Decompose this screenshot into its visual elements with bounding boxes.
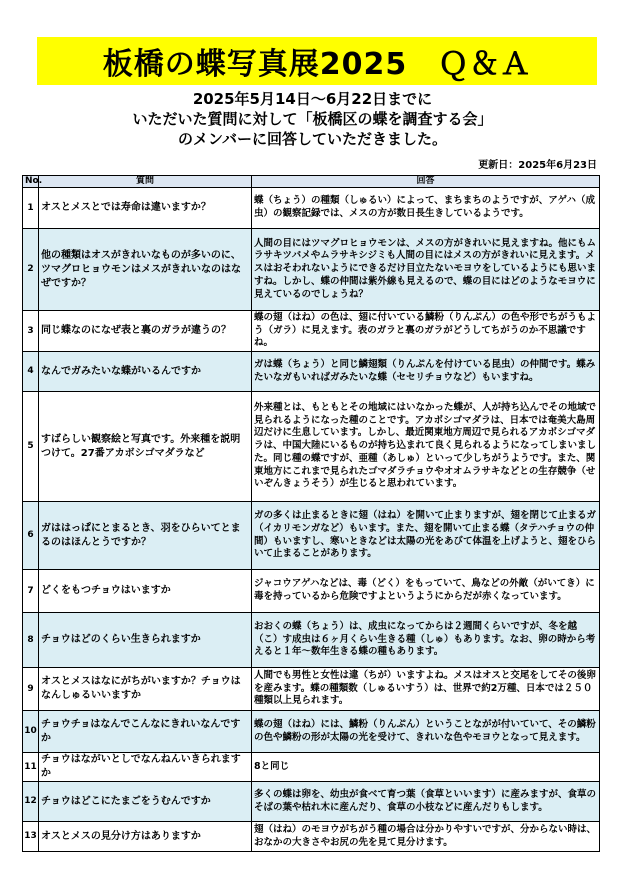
page-title: 板橋の蝶写真展2025 Ｑ＆Ａ <box>102 47 532 82</box>
row-question: オスとメスとでは寿命は違いますか？ <box>39 188 252 229</box>
subtitle-line: いただいた質問に対して「板橋区の蝶を調査する会」 <box>132 110 493 128</box>
row-answer: 多くの蝶は卵を、幼虫が食べて育つ葉（食草といいます）に産みますが、食草のそばの葉や枯れ木に産んだり、食草の小枝などに産んだりもします。 <box>252 782 600 822</box>
row-answer: 翅（はね）のモヨウがちがう種の場合は分かりやすいですが、分からない時は、おなかの大きさやお尻の先を見て見分けます。 <box>252 822 600 852</box>
table-row <box>23 311 600 352</box>
table-row <box>23 229 600 311</box>
row-question: チョウはどこにたまごをうむんですか <box>39 782 252 822</box>
row-answer: 外来種とは、もともとその地域にはいなかった蝶が、人が持ち込んでその地域で見られるようになった種のことです。アカボシゴマダラは、日本では奄美大島周辺だけに生息しています。しかし、最近関東地方周辺で見られるアカボシゴマダラは、中国大陸にいるものが持ち込まれて良く見られるようになってしまいました。同じ種の蝶ですが、亜種（あしゅ）といって少しちがうようです。また、関東地方にこれまで見られたゴマダラチョウやオオムラサキなどとの生存競争（せいぞんきょうそう）が生じると思われています。 <box>252 392 600 502</box>
row-no: 8 <box>23 613 39 668</box>
row-no: 13 <box>23 822 39 852</box>
row-answer: おおくの蝶（ちょう）は、成虫になってからは２週間くらいですが、冬を越（こ）す成虫は６ヶ月くらい生きる種（しゅ）もあります。なお、卵の時から考えると１年～数年生きる蝶の種もあります。 <box>252 613 600 668</box>
row-answer: 蝶（ちょう）の種類（しゅるい）によって、まちまちのようですが、アゲハ（成虫）の観察記録では、メスの方が数日長生きしているようです。 <box>252 188 600 229</box>
row-question: なんでガみたいな蝶がいるんですか <box>39 352 252 392</box>
row-question: チョウはどのくらい生きられますか <box>39 613 252 668</box>
table-row <box>23 711 600 753</box>
row-answer: ガの多くは止まるときに翅（はね）を開いて止まりますが、翅を閉じて止まるガ（イカリモンガなど）もいます。また、翅を開いて止まる蝶（タテハチョウの仲間）もいますし、寒いときなどは太陽の光をあびて体温を上げようと、翅をひらいて止まることがあります。 <box>252 502 600 570</box>
row-answer: 人間の目にはツマグロヒョウモンは、メスの方がきれいに見えますね。他にもムラサキツバメやムラサキシジミも人間の目にはメスの方がきれいに見えます。メスはおそわれないようにできるだけ目立たないモヨウをしているようにも思いますね。しかし、蝶の仲間は紫外線も見えるので、蝶の目にはどのようなモヨウに見えているのでしょうね？ <box>252 229 600 311</box>
table-row <box>23 613 600 668</box>
header-question: 質問 <box>39 176 252 188</box>
table-row <box>23 352 600 392</box>
row-no: 12 <box>23 782 39 822</box>
row-no: 9 <box>23 668 39 711</box>
row-no: 4 <box>23 352 39 392</box>
table-row <box>23 782 600 822</box>
row-question: オスとメスの見分け方はありますか <box>39 822 252 852</box>
table-row <box>23 570 600 613</box>
header-answer: 回答 <box>252 176 600 188</box>
table-header-row <box>23 176 600 188</box>
table-row <box>23 392 600 502</box>
table-row <box>23 668 600 711</box>
row-answer: 人間でも男性と女性は違（ちが）いますよね。メスはオスと交尾をしてその後卵を産みます。蝶の種類数（しゅるいすう）は、世界で約2万種、日本では２５０種類以上見られます。 <box>252 668 600 711</box>
row-no: 1 <box>23 188 39 229</box>
table-row <box>23 822 600 852</box>
subtitle-line: 2025年5月14日～6月22日までに <box>192 90 433 108</box>
row-answer: 蝶の翅（はね）には、鱗粉（りんぷん）ということながが付いていて、その鱗粉の色や鱗粉の形が太陽の光を受けて、きれいな色やモヨウとなって見えます。 <box>252 711 600 753</box>
row-question: チョウはながいとしでなんねんいきられますか <box>39 753 252 782</box>
row-question: ガははっぱにとまるとき、羽をひらいてとまるのはほんとうですか？ <box>39 502 252 570</box>
row-question: チョウチョはなんでこんなにきれいなんですか <box>39 711 252 753</box>
row-question: どくをもつチョウはいますか <box>39 570 252 613</box>
updated-date: 更新日：2025年6月23日 <box>478 160 597 171</box>
row-no: 2 <box>23 229 39 311</box>
row-answer: 8と同じ <box>252 753 600 782</box>
table-row <box>23 188 600 229</box>
row-question: すばらしい観察絵と写真です。外来種を説明つけて。27番アカボシゴマダラなど <box>39 392 252 502</box>
row-no: 11 <box>23 753 39 782</box>
row-answer: ジャコウアゲハなどは、毒（どく）をもっていて、鳥などの外敵（がいてき）に毒を持っているから危険ですよというようにからだが赤くなっています。 <box>252 570 600 613</box>
subtitle <box>0 89 625 149</box>
row-answer: 蝶の翅（はね）の色は、翅に付いている鱗粉（りんぷん）の色や形でちがうもよう（ガラ）に見えます。表のガラと裏のガラがどうしてちがうのか不思議ですね。 <box>252 311 600 352</box>
table-row <box>23 753 600 782</box>
row-no: 5 <box>23 392 39 502</box>
table-row <box>23 502 600 570</box>
subtitle-line: のメンバーに回答していただきました。 <box>178 130 447 148</box>
row-no: 6 <box>23 502 39 570</box>
title-banner <box>37 37 597 85</box>
row-question: オスとメスはなにがちがいますか？チョウはなんしゅるいいますか <box>39 668 252 711</box>
row-no: 10 <box>23 711 39 753</box>
row-question: 同じ蝶なのになぜ表と裏のガラが違うの？ <box>39 311 252 352</box>
row-answer: ガは蝶（ちょう）と同じ鱗翅類（りんぷんを付けている昆虫）の仲間です。蝶みたいなガもいればガみたいな蝶（セセリチョウなど）もいますね。 <box>252 352 600 392</box>
header-no: No. <box>23 176 39 188</box>
row-no: 3 <box>23 311 39 352</box>
row-question: 他の種類はオスがきれいなものが多いのに、ツマグロヒョウモンはメスがきれいなのはなぜですか？ <box>39 229 252 311</box>
row-no: 7 <box>23 570 39 613</box>
qa-table <box>22 175 600 852</box>
